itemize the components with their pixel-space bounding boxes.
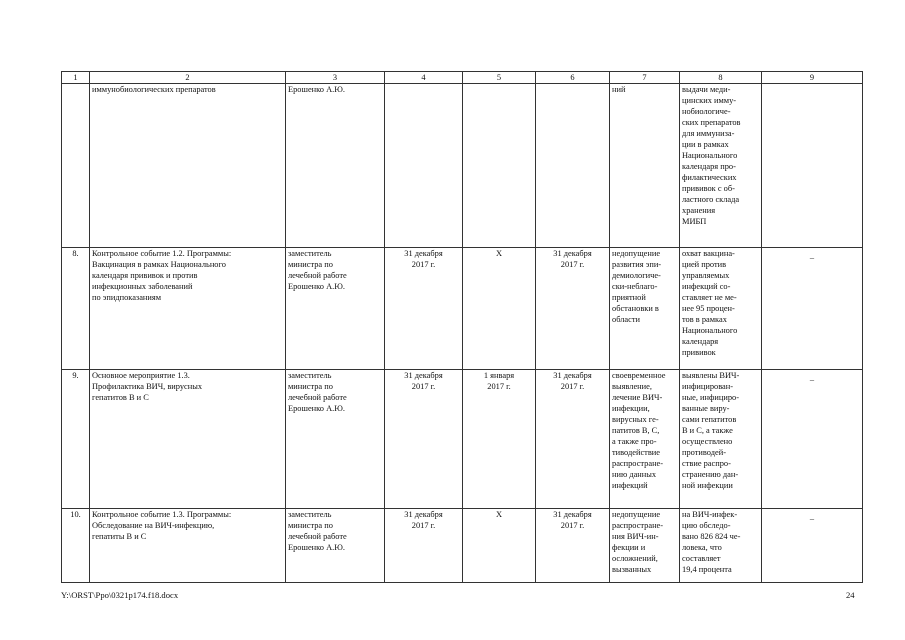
cell-line: гепатитов В и С — [92, 393, 149, 402]
cell-line: иммунобиологических препаратов — [92, 85, 216, 94]
fact-start-date-cell — [463, 509, 536, 583]
column-header: 7 — [610, 72, 680, 84]
cell-line: выявление, — [612, 382, 652, 391]
cell-line: заместитель — [288, 510, 332, 519]
cell-line: тиводействие — [612, 448, 660, 457]
cell-line: а также про- — [612, 437, 657, 446]
event-name-cell — [90, 370, 286, 509]
cell-line: министра по — [288, 521, 333, 530]
problems-dash: – — [809, 253, 815, 262]
event-name-cell — [90, 509, 286, 583]
table-row — [62, 84, 863, 248]
column-header: 2 — [90, 72, 286, 84]
problems-cell — [762, 248, 863, 370]
cell-line: 31 декабря — [553, 510, 592, 519]
cell-line: для иммуниза- — [682, 129, 735, 138]
table-row — [62, 248, 863, 370]
cell-line: Национального — [682, 151, 738, 160]
cell-line: управляемых — [682, 271, 730, 280]
expected-result-cell — [610, 248, 680, 370]
plan-end-date-cell — [536, 84, 610, 248]
cell-line: 19,4 процента — [682, 565, 732, 574]
expected-result-cell — [610, 509, 680, 583]
column-header: 6 — [536, 72, 610, 84]
cell-line: Ерошенко А.Ю. — [288, 85, 345, 94]
cell-line: ные, инфициро- — [682, 393, 740, 402]
cell-line: нобиологиче- — [682, 107, 731, 116]
cell-line: Контрольное событие 1.3. Программы: — [92, 510, 232, 519]
plan-start-date-cell — [385, 84, 463, 248]
cell-line: нее 95 процен- — [682, 304, 735, 313]
cell-line: сами гепатитов — [682, 415, 737, 424]
cell-line: обстановки в — [612, 304, 659, 313]
event-name-cell — [90, 248, 286, 370]
cell-line: 2017 г. — [560, 521, 585, 530]
cell-line: гепатиты В и С — [92, 532, 147, 541]
cell-line: ски-неблаго- — [612, 282, 658, 291]
achieved-result-cell — [680, 370, 762, 509]
cell-line: календаря про- — [682, 162, 736, 171]
cell-line: выявлены ВИЧ- — [682, 371, 740, 380]
plan-start-date-cell — [385, 248, 463, 370]
cell-line: заместитель — [288, 249, 332, 258]
problems-dash: – — [809, 514, 815, 523]
cell-line: приятной — [612, 293, 646, 302]
column-header: 1 — [62, 72, 90, 84]
expected-result-cell — [610, 84, 680, 248]
cell-line: Национального — [682, 326, 738, 335]
cell-line: В и С, а также — [682, 426, 733, 435]
cell-line: 2017 г. — [560, 382, 585, 391]
cell-line: календаря — [682, 337, 719, 346]
cell-line: Контрольное событие 1.2. Программы: — [92, 249, 232, 258]
problems-cell — [762, 509, 863, 583]
cell-line: прививок — [682, 348, 716, 357]
cell-line: странению дан- — [682, 470, 739, 479]
cell-line: Х — [495, 249, 503, 258]
cell-line: вирусных ге- — [612, 415, 659, 424]
cell-line: 31 декабря — [404, 249, 443, 258]
fact-start-date-cell — [463, 248, 536, 370]
cell-line: заместитель — [288, 371, 332, 380]
cell-line: 2017 г. — [487, 382, 511, 391]
cell-line: ний — [612, 85, 626, 94]
cell-line: Обследование на ВИЧ-инфекцию, — [92, 521, 215, 530]
cell-line: противодей- — [682, 448, 726, 457]
cell-line: составляет — [682, 554, 721, 563]
cell-line: цию обследо- — [682, 521, 731, 530]
table-row — [62, 370, 863, 509]
achieved-result-cell — [680, 248, 762, 370]
cell-line: фекции и — [612, 543, 646, 552]
problems-cell — [762, 370, 863, 509]
cell-line: осуществлено — [682, 437, 733, 446]
cell-line: 1 января — [483, 371, 515, 380]
cell-line: ции в рамках — [682, 140, 729, 149]
problems-dash: – — [809, 375, 815, 384]
cell-line: лечебной работе — [288, 532, 347, 541]
plan-end-date-cell — [536, 248, 610, 370]
cell-line: 31 декабря — [553, 249, 592, 258]
cell-line: 2017 г. — [411, 382, 436, 391]
row-number: 10. — [62, 509, 90, 583]
cell-line: своевременное — [612, 371, 666, 380]
cell-line: хранения — [682, 206, 716, 215]
column-header: 5 — [463, 72, 536, 84]
cell-line: демиологиче- — [612, 271, 661, 280]
cell-line: 31 декабря — [404, 371, 443, 380]
cell-line: ских препаратов — [682, 118, 741, 127]
plan-end-date-cell — [536, 509, 610, 583]
cell-line: Ерошенко А.Ю. — [288, 404, 345, 413]
cell-line: выдачи меди- — [682, 85, 731, 94]
table-row — [62, 509, 863, 583]
column-header: 9 — [762, 72, 863, 84]
fact-start-date-cell — [463, 370, 536, 509]
cell-line: лечение ВИЧ- — [612, 393, 663, 402]
cell-line: распростране- — [612, 459, 664, 468]
cell-line: инфекции, — [612, 404, 650, 413]
cell-line: осложнений, — [612, 554, 658, 563]
cell-line: области — [612, 315, 640, 324]
cell-line: инфекций со- — [682, 282, 731, 291]
cell-line: министра по — [288, 260, 333, 269]
plan-start-date-cell — [385, 370, 463, 509]
cell-line: министра по — [288, 382, 333, 391]
cell-line: лечебной работе — [288, 271, 347, 280]
cell-line: ствие распро- — [682, 459, 731, 468]
cell-line: тов в рамках — [682, 315, 727, 324]
cell-line: инфекционных заболеваний — [92, 282, 193, 291]
footer-file-path: Y:\ORST\Ppo\0321p174.f18.docx — [61, 590, 179, 600]
cell-line: инфицирован- — [682, 382, 734, 391]
cell-line: вызванных — [612, 565, 652, 574]
cell-line: цией против — [682, 260, 727, 269]
cell-line: Ерошенко А.Ю. — [288, 543, 345, 552]
column-header: 3 — [286, 72, 385, 84]
cell-line: нию данных — [612, 470, 657, 479]
problems-cell — [762, 84, 863, 248]
row-number: 9. — [62, 370, 90, 509]
cell-line: календаря прививок и против — [92, 271, 198, 280]
cell-line: ной инфекции — [682, 481, 733, 490]
executor-cell — [286, 509, 385, 583]
row-number — [62, 84, 90, 248]
cell-line: ставляет не ме- — [682, 293, 737, 302]
column-header: 4 — [385, 72, 463, 84]
cell-line: лечебной работе — [288, 393, 347, 402]
cell-line: распростране- — [612, 521, 664, 530]
cell-line: недопущение — [612, 510, 661, 519]
cell-line: охват вакцина- — [682, 249, 735, 258]
cell-line: ловека, что — [682, 543, 722, 552]
cell-line: инфекций — [612, 481, 648, 490]
cell-line: на ВИЧ-инфек- — [682, 510, 738, 519]
cell-line: развития эпи- — [612, 260, 662, 269]
cell-line: по эпидпоказаниям — [92, 293, 162, 302]
document-table — [61, 71, 863, 583]
cell-line: Вакцинация в рамках Национального — [92, 260, 226, 269]
cell-line: ластного склада — [682, 195, 740, 204]
achieved-result-cell — [680, 509, 762, 583]
executor-cell — [286, 248, 385, 370]
cell-line: 2017 г. — [411, 260, 436, 269]
cell-line: Х — [495, 510, 503, 519]
cell-line: 2017 г. — [560, 260, 585, 269]
cell-line: 31 декабря — [404, 510, 443, 519]
table-header-row — [62, 72, 863, 84]
cell-line: 2017 г. — [411, 521, 436, 530]
cell-line: Ерошенко А.Ю. — [288, 282, 345, 291]
cell-line: прививок с об- — [682, 184, 735, 193]
plan-start-date-cell — [385, 509, 463, 583]
row-number: 8. — [62, 248, 90, 370]
column-header: 8 — [680, 72, 762, 84]
cell-line: ния ВИЧ-ин- — [612, 532, 659, 541]
cell-line: ванные виру- — [682, 404, 730, 413]
expected-result-cell — [610, 370, 680, 509]
fact-start-date-cell — [463, 84, 536, 248]
executor-cell — [286, 84, 385, 248]
event-name-cell — [90, 84, 286, 248]
executor-cell — [286, 370, 385, 509]
cell-line: цинских имму- — [682, 96, 737, 105]
cell-line: вано 826 824 че- — [682, 532, 741, 541]
achieved-result-cell — [680, 84, 762, 248]
plan-end-date-cell — [536, 370, 610, 509]
cell-line: патитов В, С, — [612, 426, 660, 435]
cell-line: Основное мероприятие 1.3. — [92, 371, 190, 380]
cell-line: филактических — [682, 173, 737, 182]
cell-line: 31 декабря — [553, 371, 592, 380]
page-number: 24 — [846, 590, 855, 600]
cell-line: МИБП — [682, 217, 707, 226]
cell-line: недопущение — [612, 249, 661, 258]
cell-line: Профилактика ВИЧ, вирусных — [92, 382, 203, 391]
